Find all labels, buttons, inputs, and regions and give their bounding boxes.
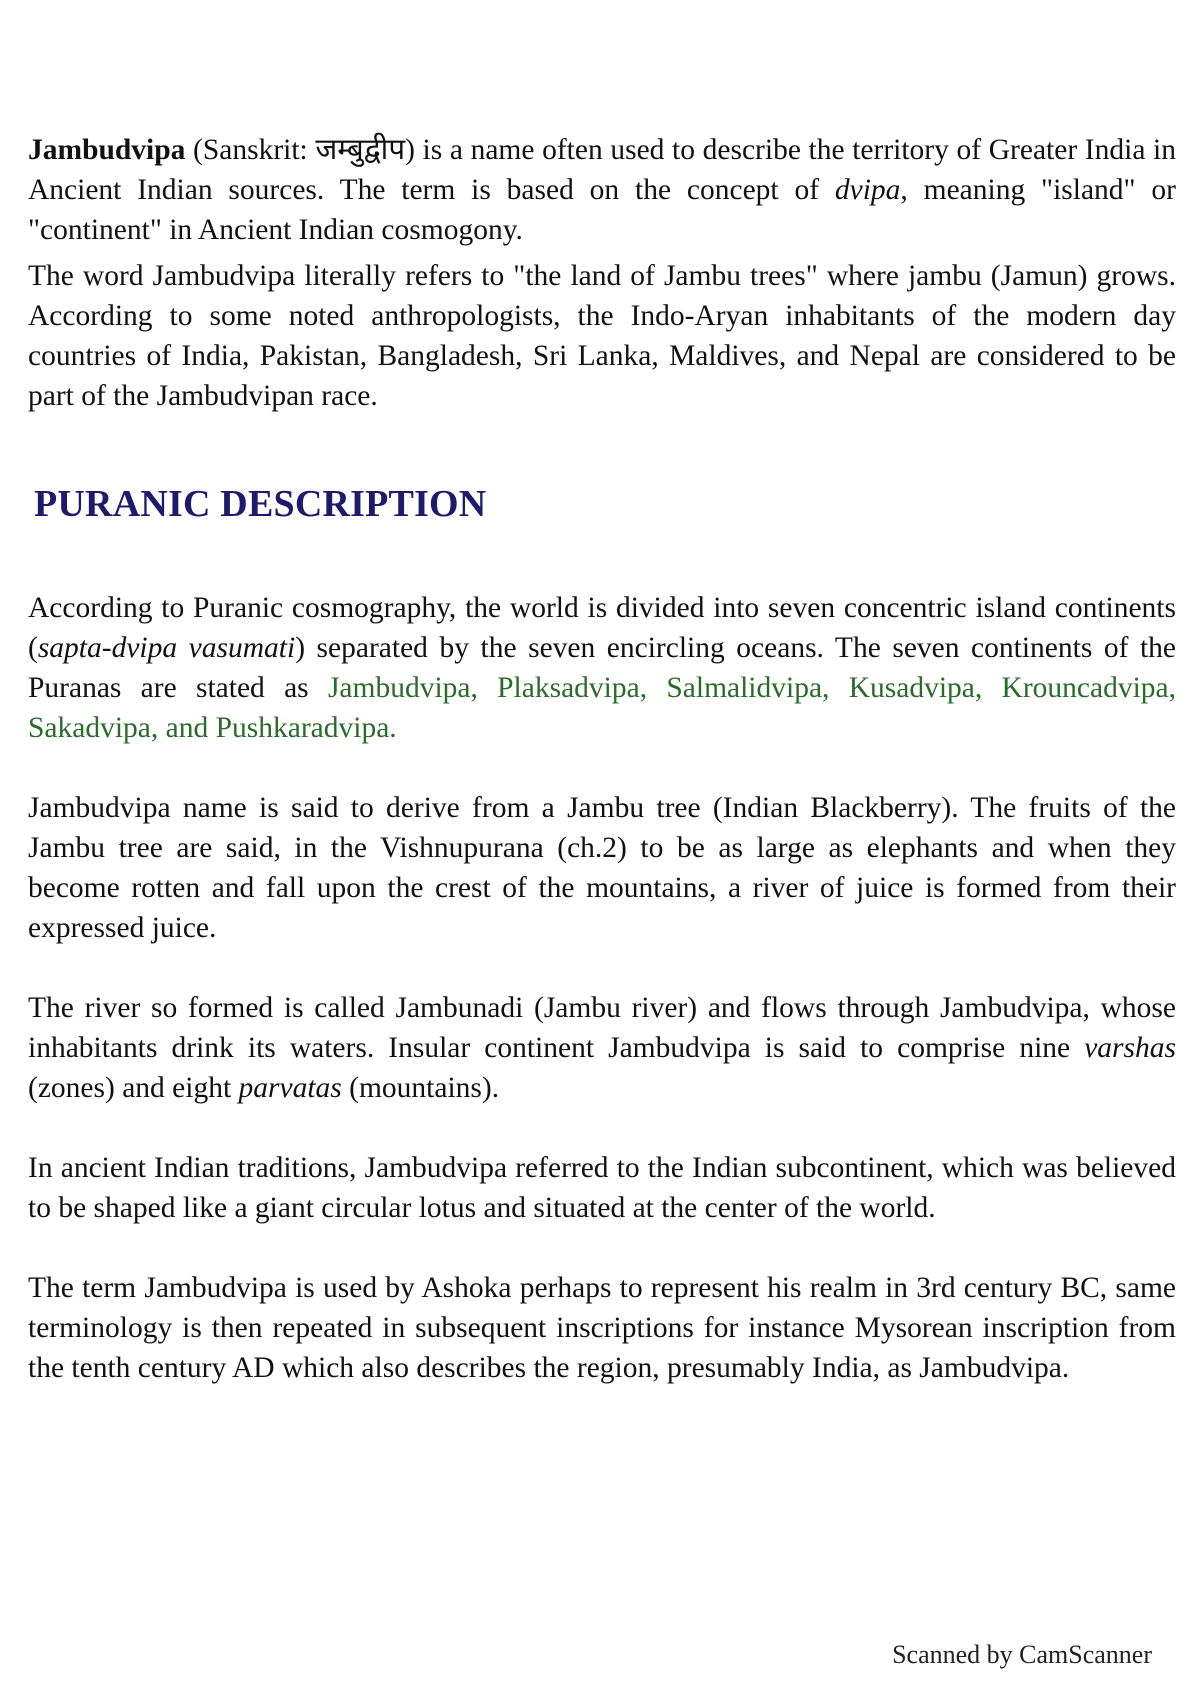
puranic-paragraph-5: The term Jambudvipa is used by Ashoka perhaps to represent his realm in 3rd century BC, same terminology is then repeated in subsequent inscriptions for instance Mysorean inscription from the tenth century AD which also describes the region, presumably India, as Jambudvipa.	[28, 1272, 1176, 1384]
term-sapta-dvipa: sapta-dvipa vasumati	[37, 632, 296, 664]
intro-text-a: (Sanskrit: जम्बुद्वीप) is a name often used to describe the territory of Greater India in Ancient Indian sources. The term is based on the concept of	[28, 134, 1176, 206]
term-parvatas: parvatas	[238, 1072, 342, 1104]
puranic-p1-text-b: ) separated by the seven encircling oceans. The seven continents of the Puranas are stated as	[28, 632, 1176, 704]
puranic-section	[28, 588, 1176, 1388]
puranic-p3-text-a: The river so formed is called Jambunadi (Jambu river) and flows through Jambudvipa, whose inhabitants drink its waters. Insular continent Jambudvipa is said to comprise nine	[28, 992, 1176, 1064]
puranic-p3-text-b: (zones) and eight	[28, 1072, 239, 1104]
document-content	[28, 130, 1176, 1428]
puranic-p3-text-c: (mountains).	[341, 1072, 500, 1104]
intro-paragraph-1	[28, 130, 1176, 250]
term-dvipa: dvipa	[834, 174, 901, 206]
intro-paragraph-2: The word Jambudvipa literally refers to "the land of Jambu trees" where jambu (Jamun) grows. According to some noted anthropologists, the Indo-Aryan inhabitants of the modern day countries of India, Pakistan, Bangladesh, Sri Lanka, Maldives, and Nepal are considered to be part of the Jambudvipan race.	[28, 260, 1176, 412]
puranic-paragraph-4: In ancient Indian traditions, Jambudvipa referred to the Indian subcontinent, which was believed to be shaped like a giant circular lotus and situated at the center of the world.	[28, 1152, 1176, 1224]
intro-section	[28, 130, 1176, 416]
intro-text-b: , meaning "island" or "continent" in Ancient Indian cosmogony.	[28, 174, 1177, 246]
puranic-paragraph-2: Jambudvipa name is said to derive from a Jambu tree (Indian Blackberry). The fruits of the Jambu tree are said, in the Vishnupurana (ch.2) to be as large as elephants and when they become rotten and fall upon the crest of the mountains, a river of juice is formed from their expressed juice.	[28, 792, 1176, 944]
term-varshas: varshas	[1084, 1032, 1176, 1064]
scanner-watermark: Scanned by CamScanner	[892, 1640, 1152, 1669]
section-heading: PURANIC DESCRIPTION	[34, 483, 487, 525]
puranic-paragraph-1	[28, 588, 1176, 748]
term-jambudvipa: Jambudvipa	[28, 134, 186, 166]
puranic-paragraph-3	[28, 988, 1176, 1108]
continents-list: Jambudvipa, Plaksadvipa, Salmalidvipa, Kusadvipa, Krouncadvipa, Sakadvipa, and Pushkaradvipa.	[28, 672, 1177, 744]
puranic-p1-text-a: According to Puranic cosmography, the world is divided into seven concentric island continents (	[28, 592, 1176, 664]
